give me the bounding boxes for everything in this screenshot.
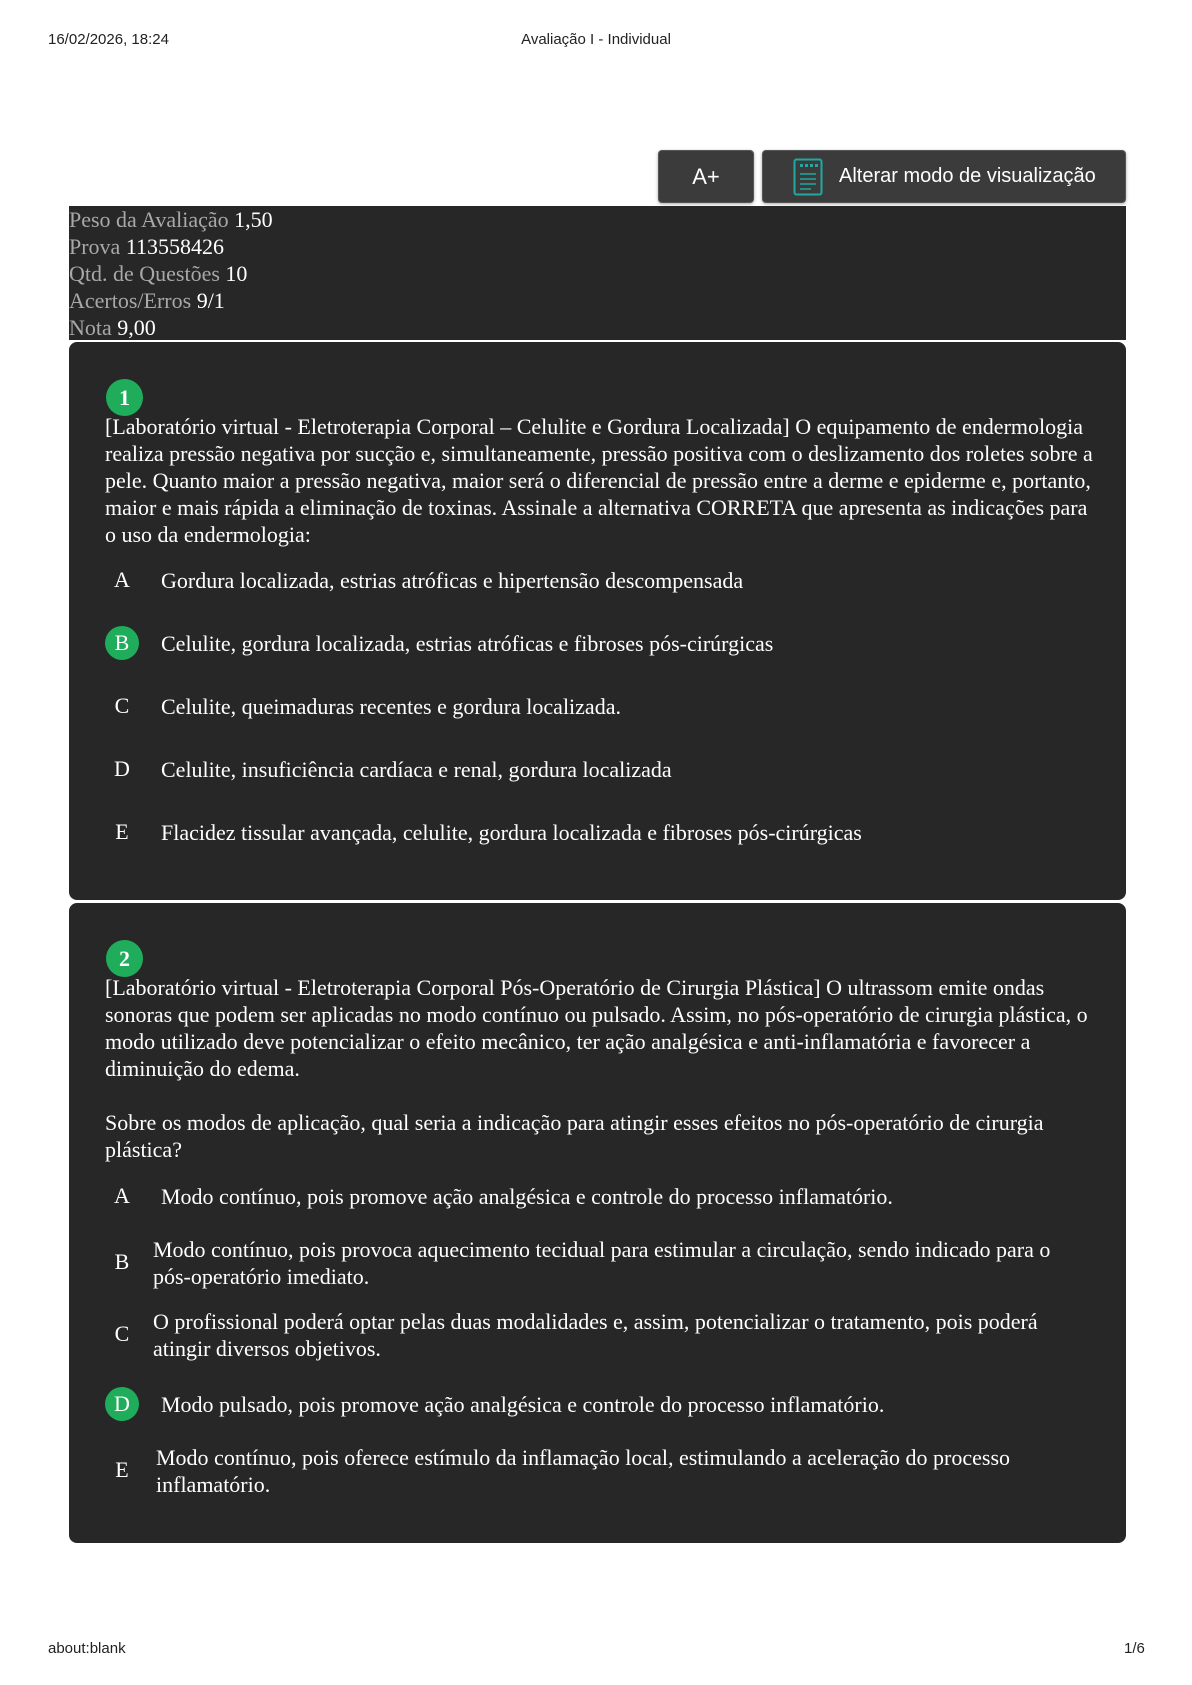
document-icon — [793, 158, 823, 196]
option-letter-selected: B — [105, 626, 139, 660]
assessment-summary — [69, 206, 1126, 340]
question-card — [69, 342, 1126, 900]
print-datetime: 16/02/2026, 18:24 — [48, 31, 169, 48]
option-letter-selected: D — [105, 1387, 139, 1421]
question-paragraph: [Laboratório virtual - Eletroterapia Corporal – Celulite e Gordura Localizada] O equipamento de endermologia realiza pressão negativa por sucção e, simultaneamente, pressão positiva com o deslizamento dos roletes sobre a pele. Quanto maior a pressão negativa, maior será o diferencial de pressão entre a derme e epiderme e, portanto, maior e mais rápida a eliminação de toxinas. Assinale a alternativa CORRETA que apresenta as indicações para o uso da endermologia: — [105, 414, 1093, 547]
summary-weight-label: Peso da Avaliação — [69, 207, 229, 232]
summary-score — [69, 287, 1126, 314]
increase-font-button[interactable]: A+ — [658, 150, 754, 203]
option-text: O profissional poderá optar pelas duas modalidades e, assim, potencializar o tratamento, pois poderá atingir diversos objetivos. — [153, 1309, 1038, 1361]
option-letter: C — [114, 1321, 130, 1346]
summary-questions-value: 10 — [225, 261, 248, 286]
summary-score-label: Acertos/Erros — [69, 288, 192, 313]
change-view-mode-button[interactable] — [762, 150, 1126, 203]
summary-questions-label: Qtd. de Questões — [69, 261, 220, 286]
summary-questions — [69, 260, 1126, 287]
option-letter: E — [115, 1457, 129, 1482]
option-text: Flacidez tissular avançada, celulite, gordura localizada e fibroses pós-cirúrgicas — [161, 820, 862, 845]
option-letter: E — [115, 819, 129, 844]
view-mode-label: Alterar modo de visualização — [839, 165, 1096, 187]
summary-exam — [69, 233, 1126, 260]
summary-exam-value: 113558426 — [125, 234, 225, 259]
summary-weight — [69, 206, 1126, 233]
question-number-badge: 2 — [106, 940, 143, 977]
print-url: about:blank — [48, 1640, 126, 1657]
option-text: Modo contínuo, pois provoca aquecimento tecidual para estimular a circulação, sendo indicado para o pós-operatório imediato. — [153, 1237, 1051, 1289]
option-letter: A — [114, 1183, 130, 1208]
option-text: Celulite, gordura localizada, estrias atróficas e fibroses pós-cirúrgicas — [161, 631, 774, 656]
option-letter: A — [114, 567, 130, 592]
option-text: Celulite, insuficiência cardíaca e renal, gordura localizada — [161, 757, 672, 782]
summary-grade-label: Nota — [69, 315, 112, 340]
option-text: Gordura localizada, estrias atróficas e hipertensão descompensada — [161, 568, 744, 593]
summary-exam-label: Prova — [69, 234, 121, 259]
option-text: Modo contínuo, pois oferece estímulo da inflamação local, estimulando a aceleração do processo inflamatório. — [156, 1445, 1011, 1497]
option-letter: D — [114, 756, 130, 781]
summary-grade — [69, 314, 1126, 341]
option-text: Modo contínuo, pois promove ação analgésica e controle do processo inflamatório. — [161, 1184, 893, 1209]
summary-weight-value: 1,50 — [234, 207, 273, 232]
option-letter: C — [114, 693, 130, 718]
question-card — [69, 903, 1126, 1543]
option-text: Celulite, queimaduras recentes e gordura localizada. — [161, 694, 621, 719]
question-number-badge: 1 — [106, 379, 143, 416]
question-text — [105, 413, 1095, 548]
print-page-title: Avaliação I - Individual — [521, 31, 671, 48]
option-text: Modo pulsado, pois promove ação analgésica e controle do processo inflamatório. — [161, 1392, 885, 1417]
question-paragraph: [Laboratório virtual - Eletroterapia Corporal Pós-Operatório de Cirurgia Plástica] O ultrassom emite ondas sonoras que podem ser aplicadas no modo contínuo ou pulsado. Assim, no pós-operatório de cirurgia plástica, o modo utilizado deve potencializar o efeito mecânico, ter ação analgésica e anti-inflamatória e favorecer a diminuição do edema. — [105, 975, 1088, 1081]
question-paragraph: Sobre os modos de aplicação, qual seria a indicação para atingir esses efeitos no pós-operatório de cirurgia plástica? — [105, 1110, 1044, 1162]
option-letter: B — [114, 1249, 130, 1274]
summary-score-value: 9/1 — [196, 288, 225, 313]
summary-grade-value: 9,00 — [117, 315, 156, 340]
print-page-number: 1/6 — [1124, 1640, 1145, 1657]
question-text — [105, 974, 1095, 1163]
